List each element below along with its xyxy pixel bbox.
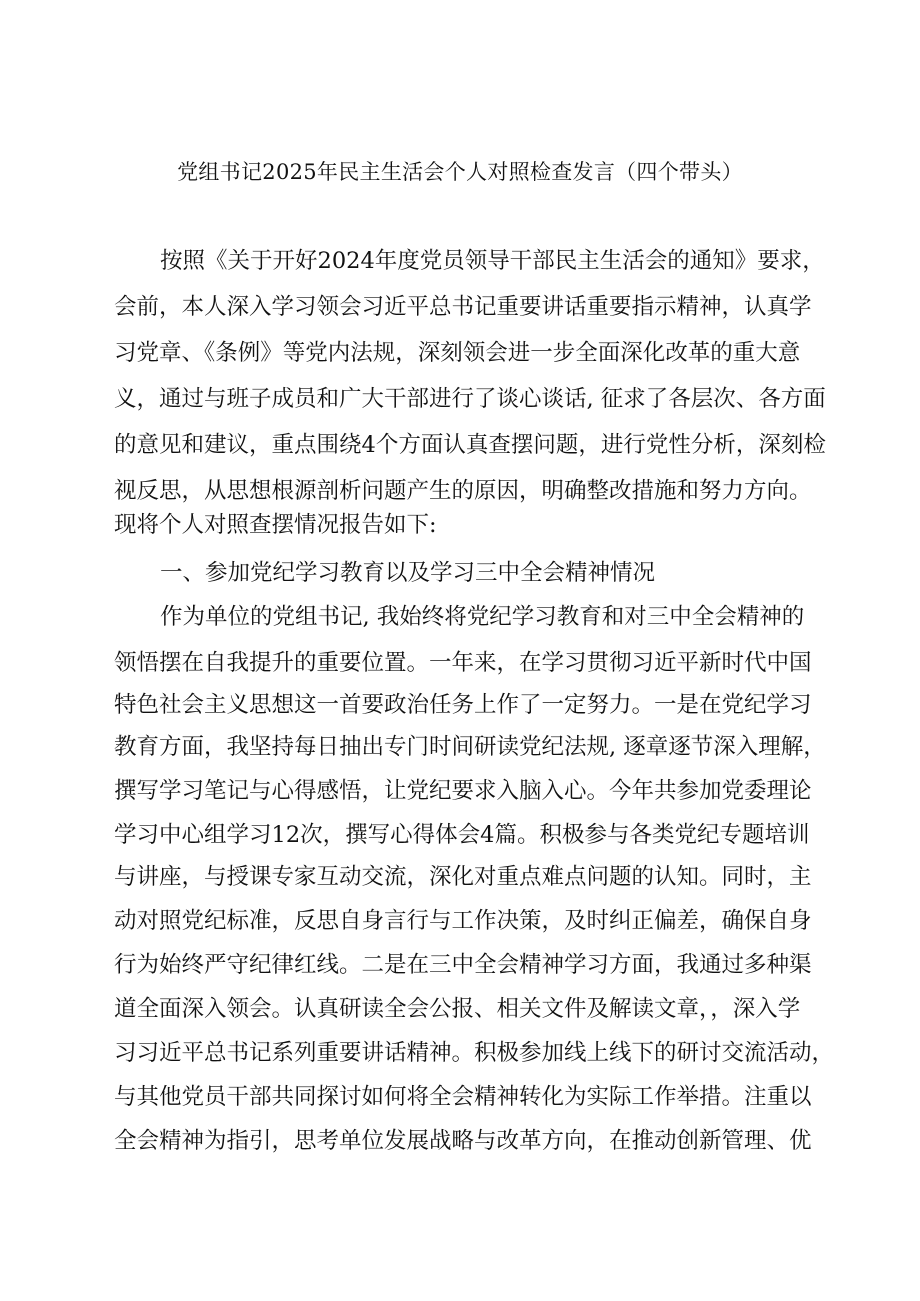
paragraph-line: 视反思，从思想根源剖析问题产生的原因，明确整改措施和努力方向。 (114, 478, 812, 504)
paragraph-line: 领悟摆在自我提升的重要位置。一年来，在学习贯彻习近平新时代中国 (114, 650, 812, 676)
paragraph-line: 全会精神为指引，思考单位发展战略与改革方向，在推动创新管理、优 (114, 1128, 812, 1154)
paragraph-line: 作为单位的党组书记, 我始终将党纪学习教育和对三中全会精神的 (160, 604, 805, 630)
paragraph-line: 习党章、《条例》等党内法规，深刻领会进一步全面深化改革的重大意 (114, 340, 801, 366)
paragraph-line: 道全面深入领会。认真研读全会公报、相关文件及解读文章，，深入学 (114, 996, 801, 1022)
paragraph-line: 动对照党纪标准，反思自身言行与工作决策，及时纠正偏差，确保自身 (114, 908, 812, 934)
paragraph-line: 撰写学习笔记与心得感悟，让党纪要求入脑入心。今年共参加党委理论 (114, 778, 812, 804)
paragraph-line: 义，通过与班子成员和广大干部进行了谈心谈话, 征求了各层次、各方面 (114, 386, 826, 412)
paragraph-line: 与讲座，与授课专家互动交流，深化对重点难点问题的认知。同时，主 (114, 864, 812, 890)
paragraph-line: 与其他党员干部共同探讨如何将全会精神转化为实际工作举措。注重以 (114, 1084, 812, 1110)
paragraph-line: 特色社会主义思想这一首要政治任务上作了一定努力。一是在党纪学习 (114, 692, 812, 718)
document-title: 党组书记2025年民主生活会个人对照检查发言（四个带头） (177, 160, 743, 184)
paragraph-line: 学习中心组学习12次，撰写心得体会4篇。积极参与各类党纪专题培训 (114, 822, 810, 848)
paragraph-line: 现将个人对照查摆情况报告如下: (114, 512, 437, 538)
paragraph-line: 的意见和建议，重点围绕4个方面认真查摆问题，进行党性分析，深刻检 (114, 432, 826, 458)
paragraph-line: 教育方面，我坚持每日抽出专门时间研读党纪法规, 逐章逐节深入理解， (114, 734, 826, 760)
paragraph-line: 按照《关于开好2024年度党员领导干部民主生活会的通知》要求， (160, 248, 825, 274)
paragraph-line: 行为始终严守纪律红线。二是在三中全会精神学习方面，我通过多种渠 (114, 952, 812, 978)
paragraph-line: 会前，本人深入学习领会习近平总书记重要讲话重要指示精神，认真学 (114, 294, 812, 320)
paragraph-line: 习习近平总书记系列重要讲话精神。积极参加线上线下的研讨交流活动， (114, 1040, 835, 1066)
section-heading: 一、参加党纪学习教育以及学习三中全会精神情况 (160, 560, 656, 586)
